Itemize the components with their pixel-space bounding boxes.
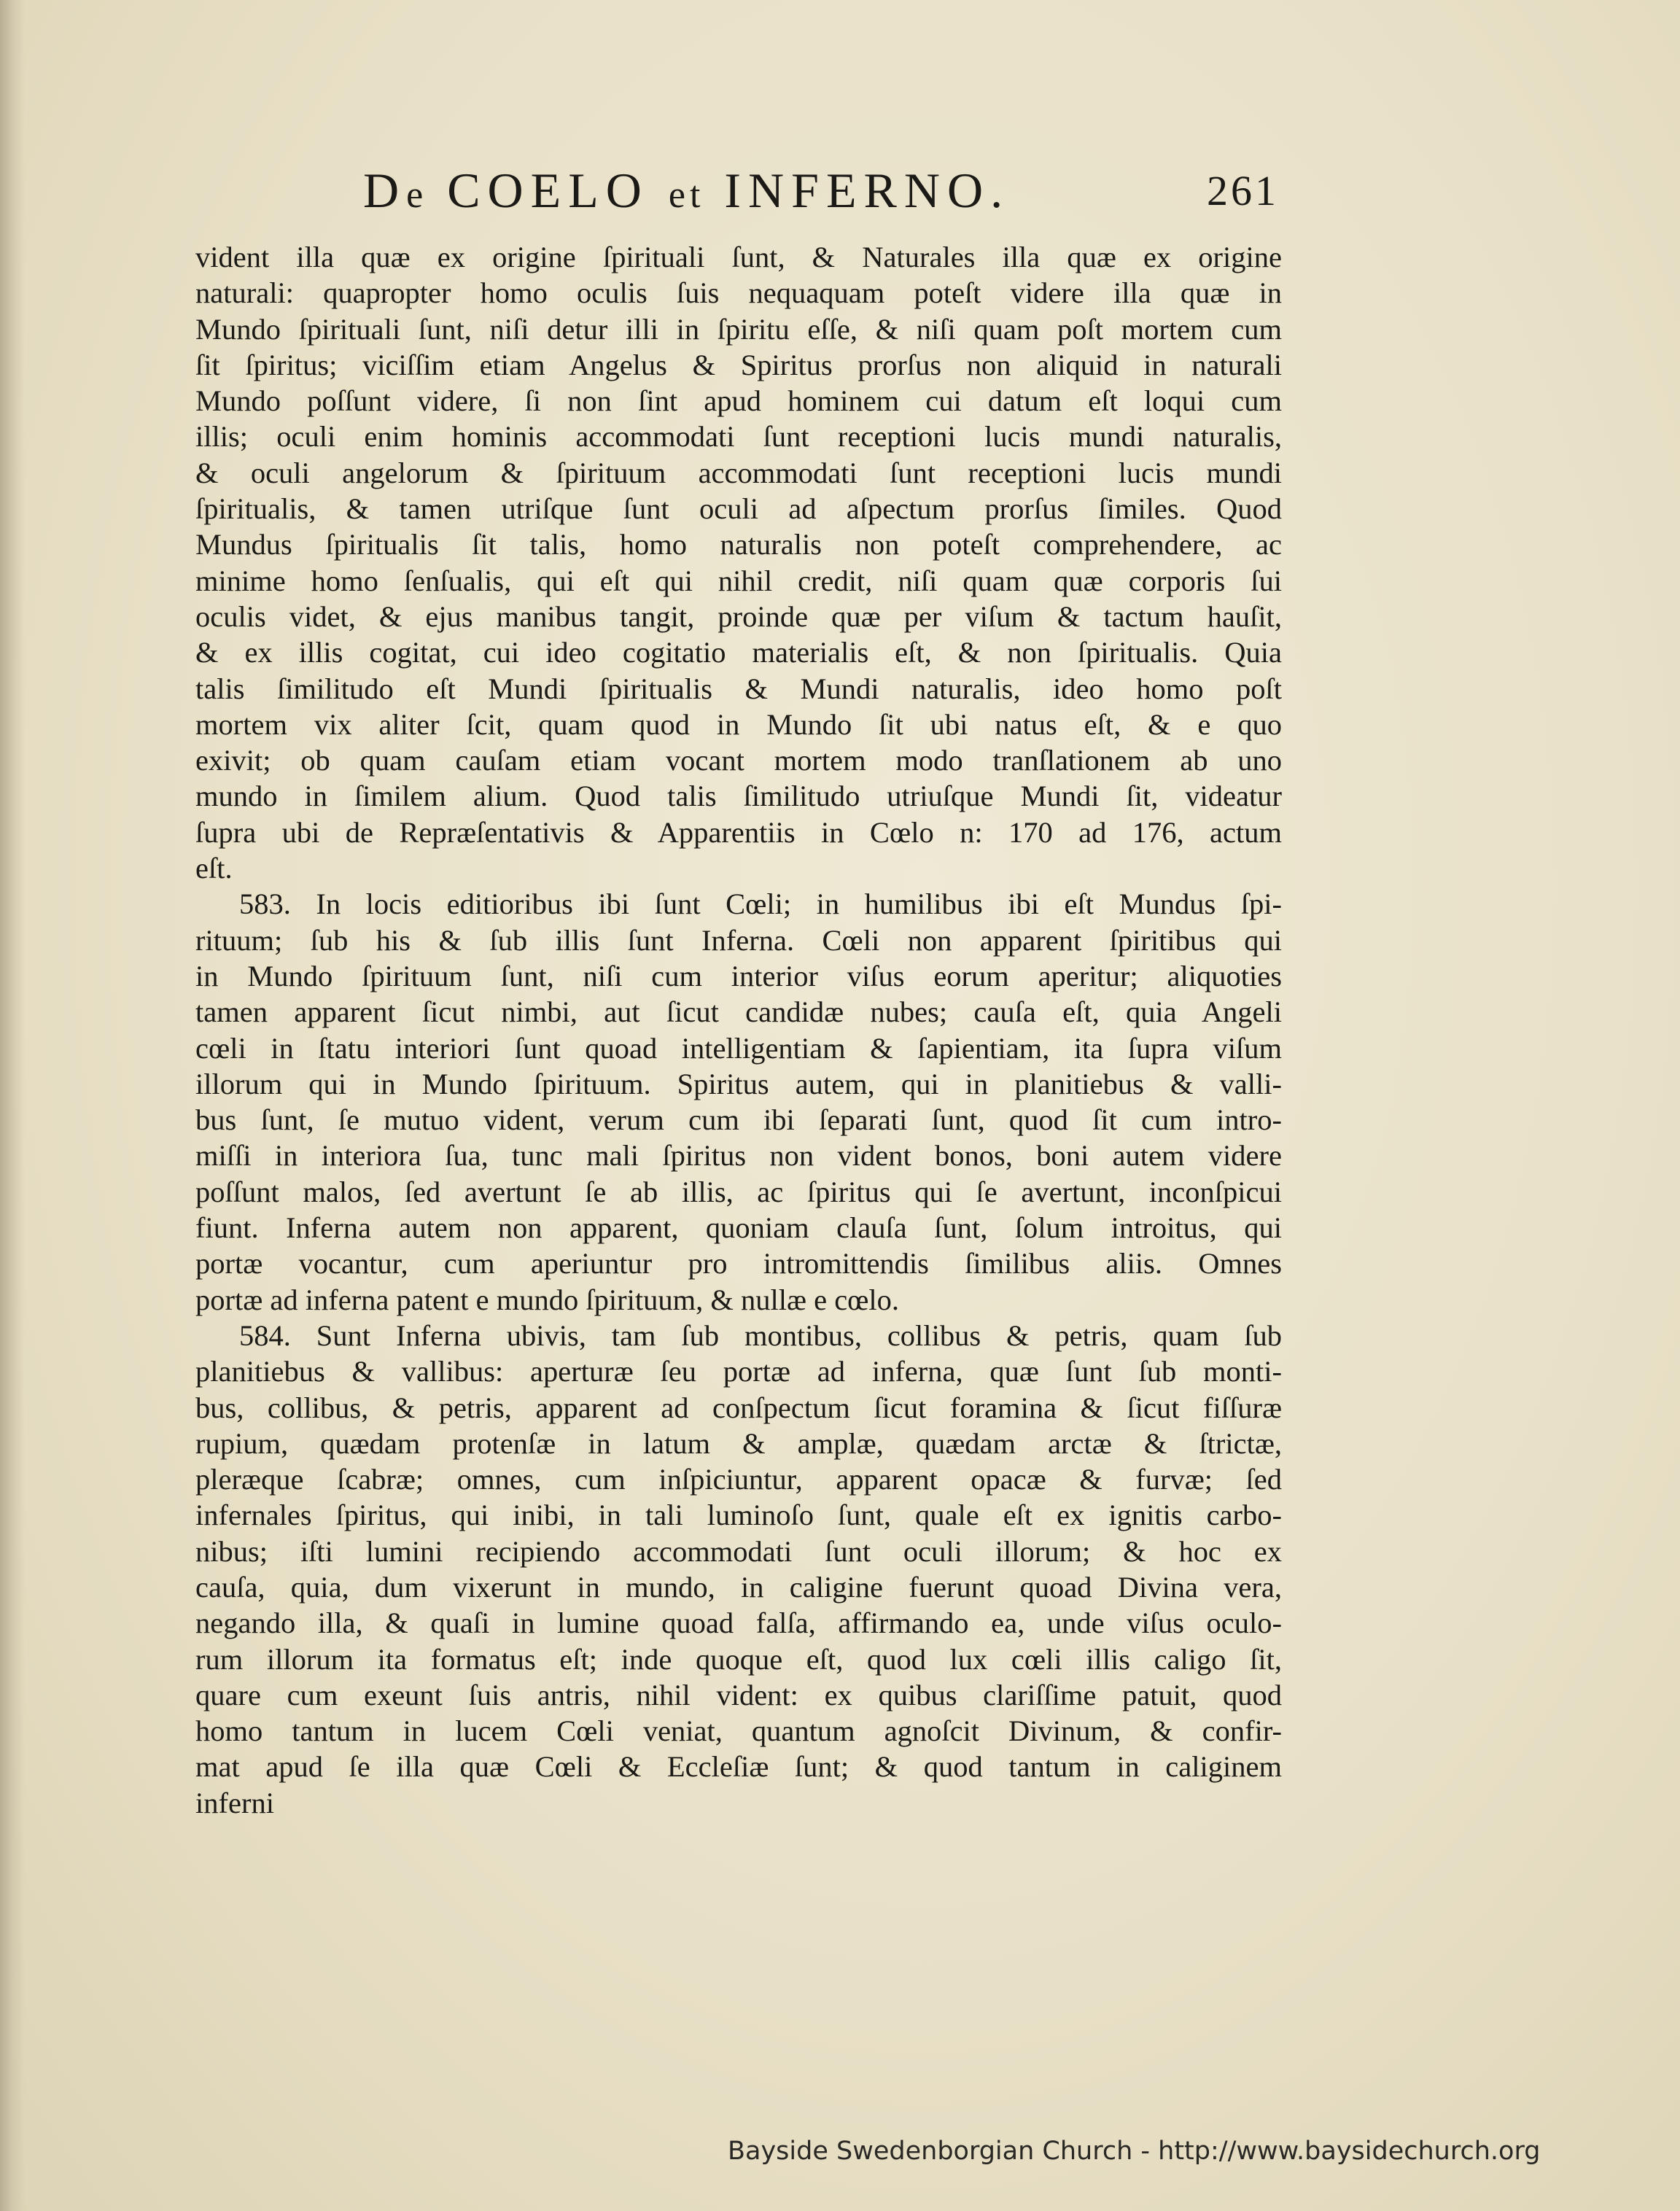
text-line: in Mundo ſpirituum ſunt, niſi cum interior viſus eorum aperitur; aliquoties	[195, 959, 1282, 992]
text-line: Mundo ſpirituali ſunt, niſi detur illi in ſpiritu eſſe, & niſi quam poſt mortem cum	[195, 312, 1282, 346]
text-line: ſpiritualis, & tamen utriſque ſunt oculi ad aſpectum prorſus ſimiles. Quod	[195, 492, 1282, 526]
text-line: ſupra ubi de Repræſentativis & Apparentiis in Cœlo n: 170 ad 176, actum	[195, 815, 1282, 849]
page-number: 261	[1207, 167, 1279, 214]
text-line: minime homo ſenſualis, qui eſt qui nihil credit, niſi quam quæ corporis ſui	[195, 564, 1282, 597]
paragraph-584-start: 584. Sunt Inferna ubivis, tam ſub montibus, collibus & petris, quam ſub	[239, 1318, 1282, 1352]
text-line: pleræque ſcabræ; omnes, cum inſpiciuntur, apparent opacæ & furvæ; ſed	[195, 1463, 1282, 1496]
text-line: portæ ad inferna patent e mundo ſpirituum, & nullæ e cœlo.	[195, 1283, 900, 1316]
text-line: quare cum exeunt ſuis antris, nihil vident: ex quibus clariſſime patuit, quod	[195, 1678, 1282, 1711]
header-word-coelo: COELO	[447, 163, 649, 218]
text-line: talis ſimilitudo eſt Mundi ſpiritualis & Mundi naturalis, ideo homo poſt	[195, 672, 1282, 705]
text-line: cœli in ſtatu interiori ſunt quoad intelligentiam & ſapientiam, ita ſupra viſum	[195, 1031, 1282, 1065]
footer-credit: Bayside Swedenborgian Church - http://www.baysidechurch.org	[728, 2137, 1541, 2166]
body-text	[195, 239, 1282, 1814]
text-line: cauſa, quia, dum vixerunt in mundo, in caligine fuerunt quoad Divina vera,	[195, 1570, 1282, 1604]
text-line: ſit ſpiritus; viciſſim etiam Angelus & Spiritus prorſus non aliquid in naturali	[195, 348, 1282, 381]
header-word-inferno: INFERNO.	[724, 163, 1011, 218]
text-line: illorum qui in Mundo ſpirituum. Spiritus autem, qui in planitiebus & valli-	[195, 1067, 1282, 1100]
text-line: vident illa quæ ex origine ſpirituali ſunt, & Naturales illa quæ ex origine	[195, 241, 1282, 273]
text-line: & ex illis cogitat, cui ideo cogitatio materialis eſt, & non ſpiritualis. Quia	[195, 636, 1282, 669]
text-line: naturali: quapropter homo oculis ſuis nequaquam poteſt videre illa quæ in	[195, 276, 1282, 310]
text-line: mortem vix aliter ſcit, quam quod in Mundo ſit ubi natus eſt, & e quo	[195, 707, 1282, 741]
header-lead-letter: D	[363, 163, 407, 218]
text-line: illis; oculi enim hominis accommodati ſunt receptioni lucis mundi naturalis,	[195, 420, 1282, 454]
text-line: oculis videt, & ejus manibus tangit, proinde quæ per viſum & tactum hauſit,	[195, 599, 1282, 633]
text-line: mundo in ſimilem alium. Quod talis ſimilitudo utriuſque Mundi ſit, videatur	[195, 780, 1282, 813]
text-line: rupium, quædam protenſæ in latum & amplæ, quædam arctæ & ſtrictæ,	[195, 1426, 1282, 1460]
text-line: inferni	[195, 1786, 274, 1814]
text-line: bus ſunt, ſe mutuo vident, verum cum ibi ſeparati ſunt, quod ſit cum intro-	[195, 1103, 1282, 1137]
text-line: poſſunt malos, ſed avertunt ſe ab illis, ac ſpiritus qui ſe avertunt, inconſpicui	[195, 1175, 1282, 1208]
header-lead-rest: e	[406, 174, 428, 216]
text-line: tamen apparent ſicut nimbi, aut ſicut candidæ nubes; cauſa eſt, quia Angeli	[195, 995, 1282, 1029]
text-line: mat apud ſe illa quæ Cœli & Eccleſiæ ſunt; & quod tantum in caliginem	[195, 1750, 1282, 1784]
text-line: rum illorum ita formatus eſt; inde quoque eſt, quod lux cœli illis caligo ſit,	[195, 1642, 1282, 1676]
paragraph-583-start: 583. In locis editioribus ibi ſunt Cœli; in humilibus ibi eſt Mundus ſpi-	[239, 887, 1282, 921]
text-line: miſſi in interiora ſua, tunc mali ſpiritus non vident bonos, boni autem videre	[195, 1139, 1282, 1173]
running-head	[363, 155, 1289, 228]
text-line: portæ vocantur, cum aperiuntur pro intromittendis ſimilibus aliis. Omnes	[195, 1247, 1282, 1281]
text-line: & oculi angelorum & ſpirituum accommodati ſunt receptioni lucis mundi	[195, 456, 1282, 489]
page-header-title	[363, 162, 1010, 219]
text-line: planitiebus & vallibus: aperturæ ſeu portæ ad inferna, quæ ſunt ſub monti-	[195, 1355, 1282, 1388]
text-line: infernales ſpiritus, qui inibi, in tali luminoſo ſunt, quale eſt ex ignitis carbo-	[195, 1499, 1282, 1532]
text-line: rituum; ſub his & ſub illis ſunt Inferna. Cœli non apparent ſpiritibus qui	[195, 923, 1282, 957]
binding-shadow	[0, 0, 25, 2211]
text-line: exivit; ob quam cauſam etiam vocant mortem modo tranſlationem ab uno	[195, 744, 1282, 777]
header-word-et: et	[668, 174, 705, 216]
text-line: Mundus ſpiritualis ſit talis, homo naturalis non poteſt comprehendere, ac	[195, 528, 1282, 562]
text-line: homo tantum in lucem Cœli veniat, quantum agnoſcit Divinum, & confir-	[195, 1714, 1282, 1748]
text-line: nibus; iſti lumini recipiendo accommodati ſunt oculi illorum; & hoc ex	[195, 1534, 1282, 1568]
text-line: fiunt. Inferna autem non apparent, quoniam clauſa ſunt, ſolum introitus, qui	[195, 1211, 1282, 1245]
text-line: negando illa, & quaſi in lumine quoad falſa, affirmando ea, unde viſus oculo-	[195, 1606, 1282, 1640]
text-line: bus, collibus, & petris, apparent ad conſpectum ſicut foramina & ſicut fiſſuræ	[195, 1391, 1282, 1424]
text-line: Mundo poſſunt videre, ſi non ſint apud hominem cui datum eſt loqui cum	[195, 384, 1282, 418]
text-line: eſt.	[195, 852, 233, 885]
